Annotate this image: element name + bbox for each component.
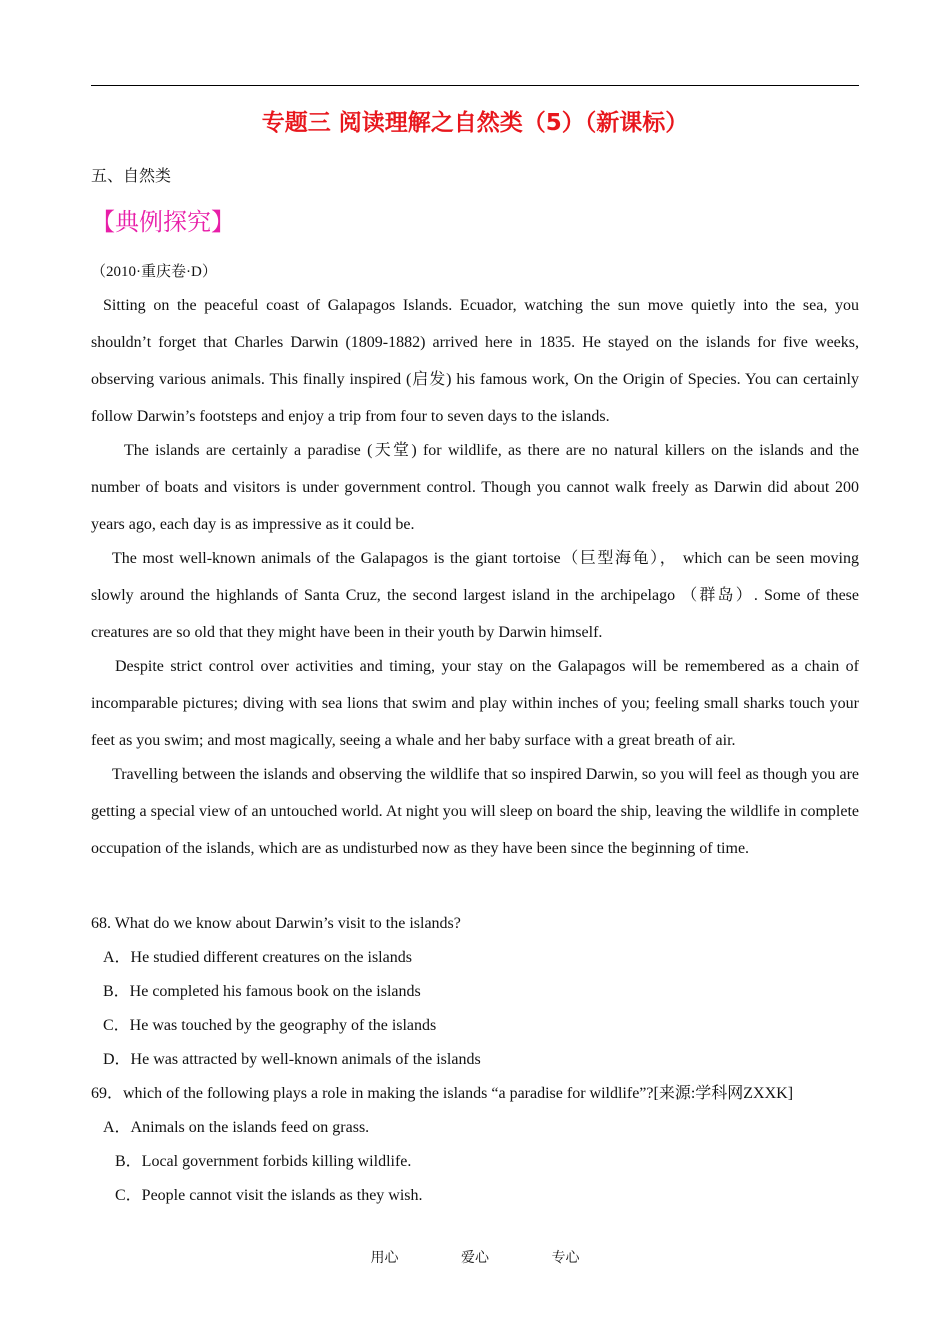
reading-passage: [91, 287, 859, 864]
question-69-option-a: A．Animals on the islands feed on grass.: [103, 1119, 370, 1136]
question-69-option-c: C．People cannot visit the islands as they wish.: [115, 1187, 423, 1204]
page-title: 专题三 阅读理解之自然类（5）（新课标）: [261, 110, 689, 136]
header-rule: [91, 85, 859, 86]
question-68-option-d: D．He was attracted by well-known animals of the islands: [103, 1051, 481, 1068]
passage-paragraph-1: Sitting on the peaceful coast of Galapagos Islands. Ecuador, watching the sun move quietly into the sea, you shouldn’t forget that Charles Darwin (1809-1882) arrived here in 1835. He stayed on the islands for five weeks, observing various animals. This finally inspired (启发) his famous work, On the Origin of Species. You can certainly follow Darwin’s footsteps and enjoy a trip from four to seven days to the islands.: [91, 297, 859, 425]
passage-paragraph-5: Travelling between the islands and observing the wildlife that so inspired Darwin, so you will feel as though you are getting a special view of an untouched world. At night you will sleep on board the ship, leaving the wildlife in complete occupation of the islands, which are as undisturbed now as they have been since the beginning of time.: [91, 766, 859, 857]
footer-text-1: 用心: [370, 1250, 399, 1266]
footer-text-3: 专心: [551, 1250, 580, 1266]
source-citation: （2010·重庆卷·D）: [91, 264, 217, 280]
question-68-option-c: C．He was touched by the geography of the islands: [103, 1017, 437, 1034]
passage-paragraph-3: The most well-known animals of the Galapagos is the giant tortoise（巨型海龟）， which can be seen moving slowly around the highlands of Santa Cruz, the second largest island in the archipelago （群岛）. Some of these creatures are so old that they might have been in their youth by Darwin himself.: [91, 550, 859, 641]
section-label: 五、自然类: [91, 168, 172, 185]
question-69-option-b: B．Local government forbids killing wildlife.: [115, 1153, 412, 1170]
questions: [91, 911, 891, 1217]
passage-paragraph-2: The islands are certainly a paradise (天堂) for wildlife, as there are no natural killers on the islands and the number of boats and visitors is under government control. Though you cannot walk freely as Darwin did about 200 years ago, each day is as impressive as it could be.: [91, 442, 859, 533]
page-footer: [0, 1247, 950, 1267]
question-68-option-a: A．He studied different creatures on the islands: [103, 949, 412, 966]
passage-paragraph-4: Despite strict control over activities and timing, your stay on the Galapagos will be remembered as a chain of incomparable pictures; diving with sea lions that swim and play within inches of you; feeling small sharks touch your feet as you swim; and most magically, seeing a whale and her baby surface with a great breath of air.: [91, 658, 859, 749]
question-68-stem: 68. What do we know about Darwin’s visit to the islands?: [91, 915, 461, 932]
question-69-stem: 69．which of the following plays a role in making the islands “a paradise for wildlife”?[来源:学科网ZXXK]: [91, 1085, 794, 1102]
example-heading: 【典例探究】: [91, 208, 235, 236]
footer-text-2: 爱心: [461, 1250, 489, 1266]
question-68-option-b: B．He completed his famous book on the islands: [103, 983, 421, 1000]
